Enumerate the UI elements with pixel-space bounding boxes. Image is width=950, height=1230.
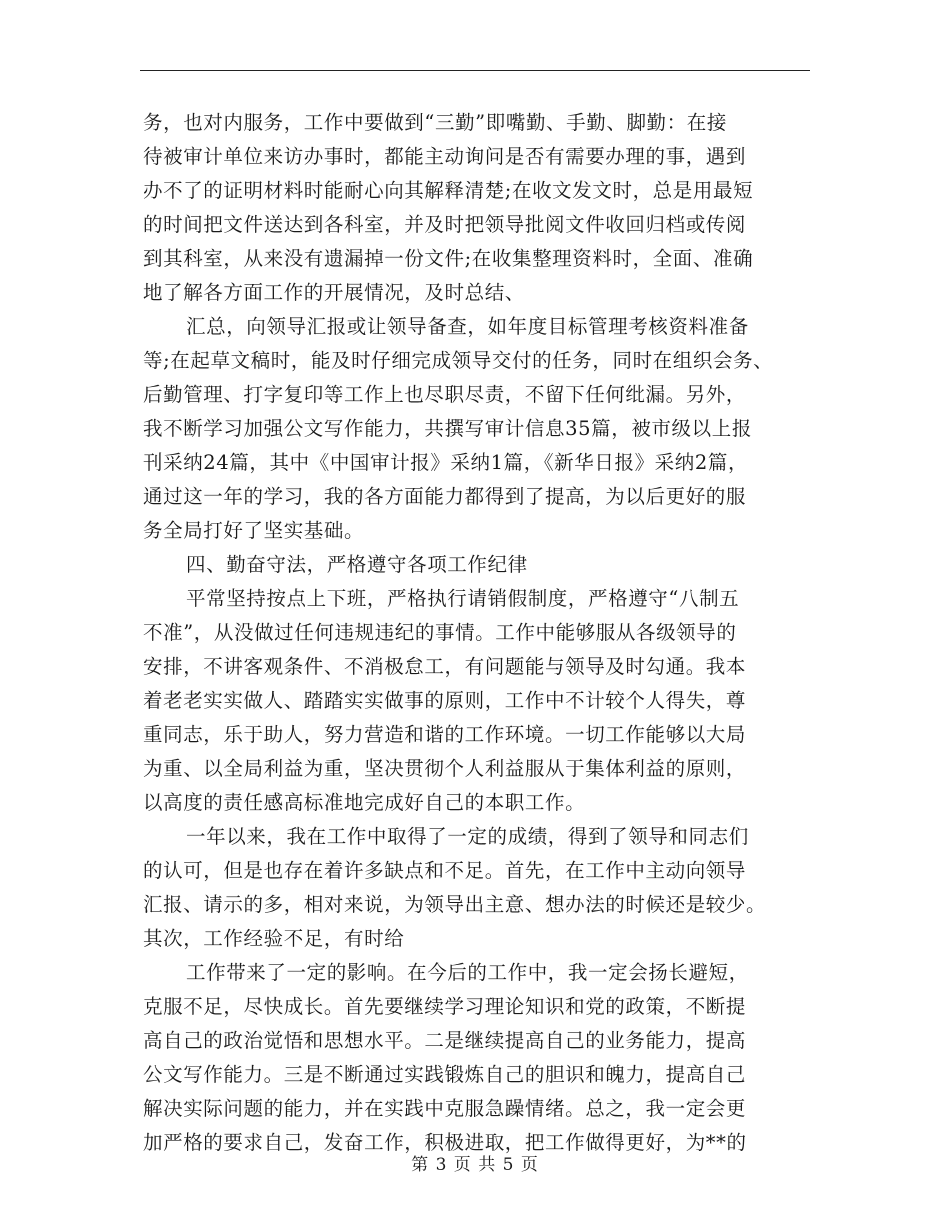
text-line: 不准”，从没做过任何违规违纪的事情。工作中能够服从各级领导的 [143, 621, 737, 644]
text-line: 汇总，向领导汇报或让领导备查，如年度目标管理考核资料准备 [186, 315, 749, 338]
text-line: 以高度的责任感高标准地完成好自己的本职工作。 [143, 791, 586, 814]
text-line: 为重、以全局利益为重，坚决贯彻个人利益服从于集体利益的原则， [143, 757, 747, 780]
text-line: 的认可，但是也存在着许多缺点和不足。首先，在工作中主动向领导 [143, 859, 747, 882]
text-line: 加严格的要求自己，发奋工作，积极进取，把工作做得更好，为**的 [143, 1131, 747, 1154]
text-line: 公文写作能力。三是不断通过实践锻炼自己的胆识和魄力，提高自己 [143, 1063, 747, 1086]
text-line: 着老老实实做人、踏踏实实做事的原则，工作中不计较个人得失，尊 [143, 689, 747, 712]
text-line: 解决实际问题的能力，并在实践中克服急躁情绪。总之，我一定会更 [143, 1097, 747, 1120]
text-line: 汇报、请示的多，相对来说，为领导出主意、想办法的时候还是较少。 [143, 893, 767, 916]
page-number: 第 3 页 共 5 页 [411, 1155, 539, 1175]
text-line: 其次，工作经验不足，有时给 [143, 927, 405, 950]
text-line: 到其科室，从来没有遗漏掉一份文件;在收集整理资料时，全面、准确 [143, 247, 754, 270]
text-line: 平常坚持按点上下班，严格执行请销假制度，严格遵守“八制五 [186, 587, 740, 610]
header-rule [140, 70, 810, 71]
text-line: 工作带来了一定的影响。在今后的工作中，我一定会扬长避短， [186, 961, 749, 984]
text-line: 办不了的证明材料时能耐心向其解释清楚;在收文发文时，总是用最短 [143, 179, 754, 202]
text-line: 的时间把文件送达到各科室，并及时把领导批阅文件收回归档或传阅 [143, 213, 747, 236]
text-line: 一年以来，我在工作中取得了一定的成绩，得到了领导和同志们 [186, 825, 749, 848]
text-line: 务全局打好了坚实基础。 [143, 519, 365, 542]
text-line: 安排，不讲客观条件、不消极怠工，有问题能与领导及时勾通。我本 [143, 655, 747, 678]
text-line: 通过这一年的学习，我的各方面能力都得到了提高，为以后更好的服 [143, 485, 747, 508]
document-body [143, 108, 815, 1162]
text-line: 刊采纳24篇，其中《中国审计报》采纳1篇，《新华日报》采纳2篇， [143, 451, 749, 474]
text-line: 克服不足，尽快成长。首先要继续学习理论知识和党的政策，不断提 [143, 995, 747, 1018]
text-line: 重同志，乐于助人，努力营造和谐的工作环境。一切工作能够以大局 [143, 723, 747, 746]
text-line: 等;在起草文稿时，能及时仔细完成领导交付的任务，同时在组织会务、 [143, 349, 774, 372]
text-line: 四、勤奋守法，严格遵守各项工作纪律 [186, 553, 528, 576]
text-line: 待被审计单位来访办事时，都能主动询问是否有需要办理的事，遇到 [143, 145, 747, 168]
text-line: 地了解各方面工作的开展情况，及时总结、 [143, 281, 525, 304]
text-line: 后勤管理、打字复印等工作上也尽职尽责，不留下任何纰漏。另外， [143, 383, 747, 406]
text-line: 我不断学习加强公文写作能力，共撰写审计信息35篇，被市级以上报 [143, 417, 752, 440]
text-line: 务，也对内服务，工作中要做到“三勤”即嘴勤、手勤、脚勤：在接 [143, 111, 727, 134]
text-line: 高自己的政治觉悟和思想水平。二是继续提高自己的业务能力，提高 [143, 1029, 747, 1052]
